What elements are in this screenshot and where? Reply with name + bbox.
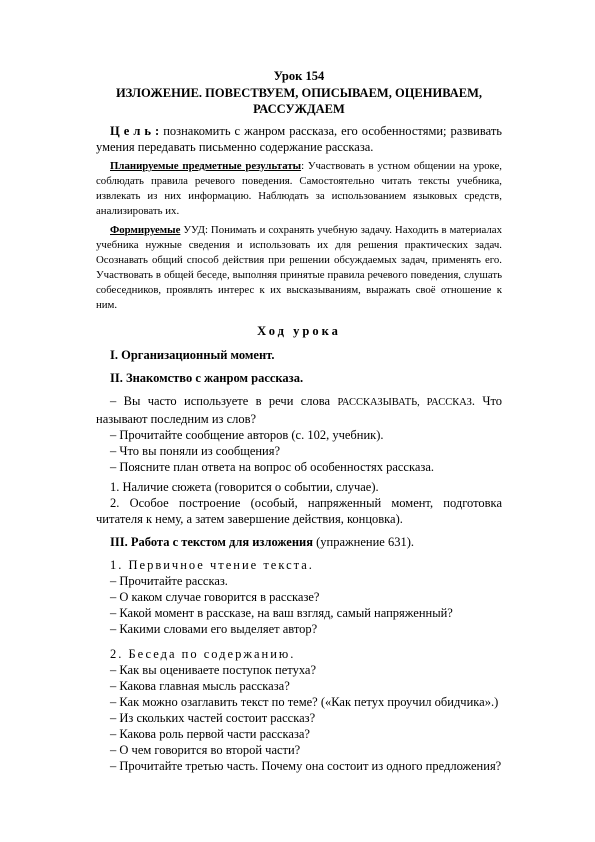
section-2-question-2: – Прочитайте сообщение авторов (с. 102, учебник). [110,428,384,442]
goal-paragraph [96,123,502,155]
section-2-point-2: 2. Особое построение (особый, напряженный момент, подготовка читателя к нему, а затем завершение действия, концовка). [96,496,502,526]
section-2-question-3: – Что вы поняли из сообщения? [110,444,281,458]
goal-text: познакомить с жанром рассказа, его особенностями; развивать умения передавать письменно содержание рассказа. [96,124,502,154]
list-item: – О чем говорится во второй части? [110,743,301,757]
uud-paragraph [96,223,502,313]
section-2-point-1: 1. Наличие сюжета (говорится о событии, случае). [110,480,379,494]
subsection-1-list [96,573,502,637]
list-item: – Прочитайте рассказ. [110,574,228,588]
list-item: – Какова роль первой части рассказа? [110,727,310,741]
planned-results-text: : Участвовать в устном общении на уроке, соблюдать правила речевого поведения. Самостоятельно читать тексты учебника, извлекать из них информацию. Наблюдать за использованием языковых средств, анализировать их. [96,160,503,217]
q1-end: . Что называют последним из слов? [96,394,502,426]
section-3-heading [96,534,502,550]
section-3-tail: (упражнение 631). [313,535,415,549]
list-item: – Как вы оцениваете поступок петуха? [110,663,317,677]
q1-start: – Вы часто используете в речи слова [110,394,338,408]
section-1-heading: I. Организационный момент. [110,348,275,362]
uud-label: Формируемые [110,224,181,236]
section-2-question-4: – Поясните план ответа на вопрос об особенностях рассказа. [110,460,435,474]
planned-results-paragraph [96,159,502,219]
uud-text: УУД: Понимать и сохранять учебную задачу. Находить в материалах учебника нужные сведения и использовать их для решения практических задач. Осознавать общий способ действия при решении обсуждаемых задач, применять его. Участвовать в общей беседе, выполняя принятые правила речевого поведения, слушать собеседников, проявлять интерес к их высказываниям, выражать своё отношение к ним. [96,224,502,311]
document-page [96,68,502,774]
list-item: – Какова главная мысль рассказа? [110,679,290,693]
goal-label: Ц е л ь : [110,124,160,138]
list-item: – Какими словами его выделяет автор? [110,622,318,636]
q1-caps-words: РАССКАЗЫВАТЬ, РАССКАЗ [337,397,472,408]
subsection-1-heading: 1. Первичное чтение текста. [110,558,314,572]
lesson-title-line2: РАССУЖДАЕМ [253,102,345,116]
list-item: – Прочитайте третью часть. Почему она состоит из одного предложения? [110,759,502,773]
list-item: – Какой момент в рассказе, на ваш взгляд, самый напряженный? [110,606,453,620]
section-3-label: III. Работа с текстом для изложения [110,535,314,549]
list-item: – Как можно озаглавить текст по теме? («Как петух проучил обидчика».) [110,695,499,709]
lesson-title-line1: ИЗЛОЖЕНИЕ. ПОВЕСТВУЕМ, ОПИСЫВАЕМ, ОЦЕНИВАЕМ, [115,86,483,100]
list-item: – Из скольких частей состоит рассказ? [110,711,316,725]
lesson-title [96,85,502,117]
list-item: – О каком случае говорится в рассказе? [110,590,320,604]
section-2-question-1 [96,393,502,427]
section-2-heading: II. Знакомство с жанром рассказа. [110,371,304,385]
planned-results-label: Планируемые предметные результаты [110,160,302,172]
subsection-2-heading: 2. Беседа по содержанию. [110,647,296,661]
lesson-number: Урок 154 [273,69,325,83]
subsection-2-list [96,662,502,774]
course-heading: Ход урока [257,324,341,338]
